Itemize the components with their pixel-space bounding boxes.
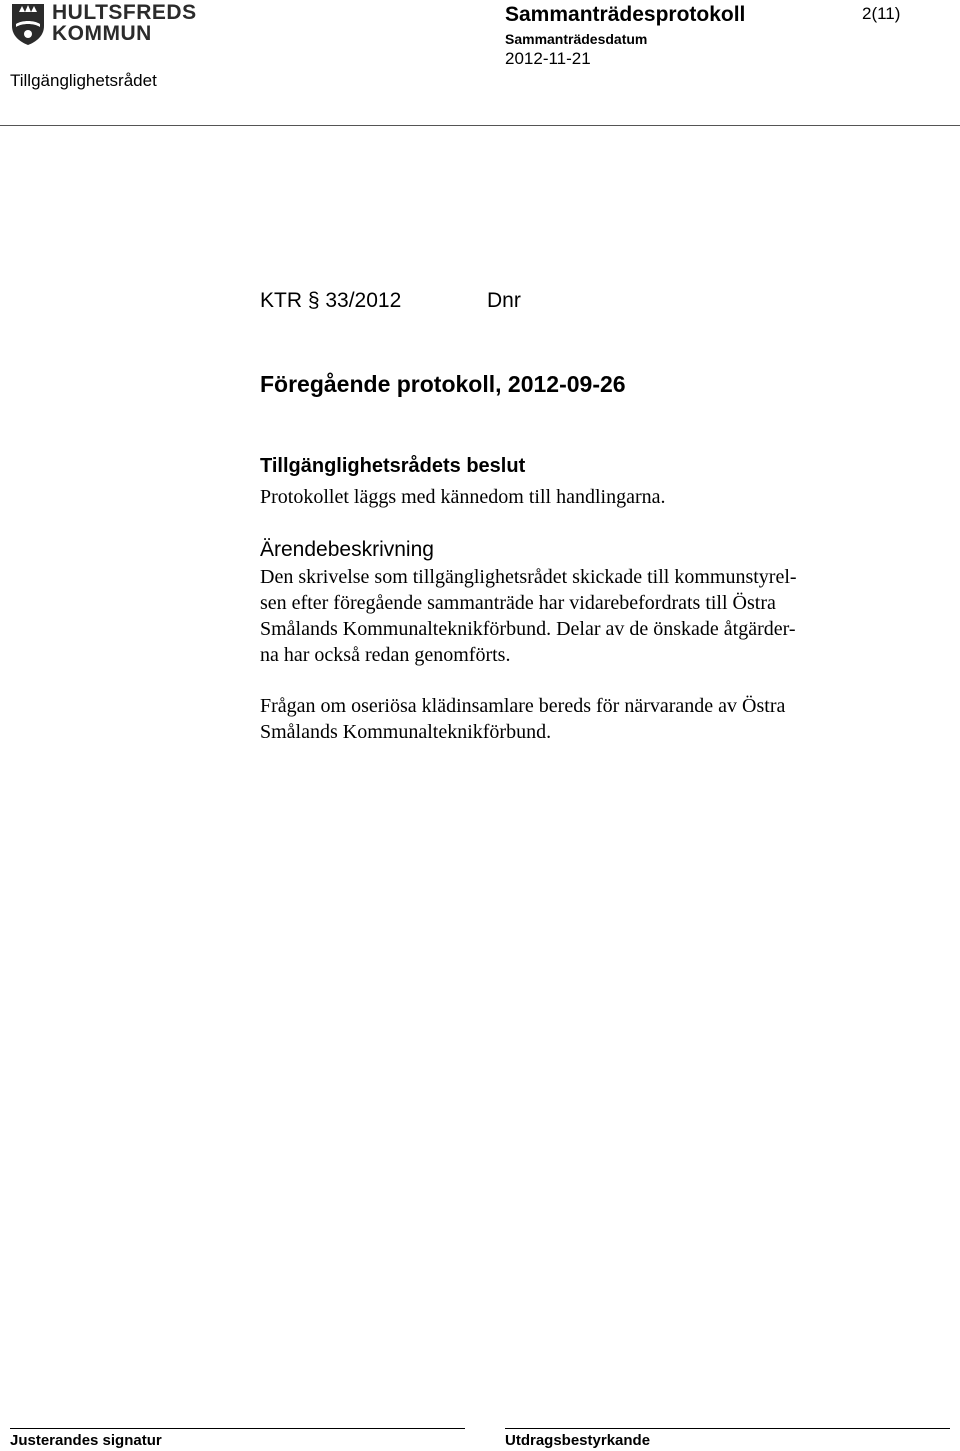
description-paragraph-1 (260, 564, 880, 668)
footer-signature-line (10, 1428, 465, 1429)
paragraph-line: na har också redan genomförts. (260, 644, 511, 666)
description-heading: Ärendebeskrivning (260, 538, 434, 561)
decision-text: Protokollet läggs med kännedom till handlingarna. (260, 486, 666, 508)
logo-text-line1: HULTSFREDS (52, 1, 197, 24)
item-reference: KTR § 33/2012 (260, 289, 402, 312)
item-title: Föregående protokoll, 2012-09-26 (260, 371, 626, 397)
paragraph-line: Frågan om oseriösa klädinsamlare bereds för närvarande av Östra (260, 695, 786, 717)
meeting-date-value: 2012-11-21 (505, 49, 591, 68)
extract-certification-label: Utdragsbestyrkande (505, 1432, 651, 1449)
adjuster-signature-label: Justerandes signatur (10, 1432, 162, 1449)
municipal-coat-of-arms-icon (10, 2, 46, 46)
municipality-logo (10, 1, 197, 46)
paragraph-line: sen efter föregående sammanträde har vidarebefordrats till Östra (260, 592, 776, 614)
organization-name: Tillgänglighetsrådet (10, 71, 157, 90)
description-paragraph-2 (260, 693, 880, 745)
decision-heading: Tillgänglighetsrådets beslut (260, 455, 526, 477)
paragraph-line: Smålands Kommunalteknikförbund. (260, 721, 552, 743)
paragraph-line: Den skrivelse som tillgänglighetsrådet skickade till kommunstyrel- (260, 566, 797, 588)
paragraph-line: Smålands Kommunalteknikförbund. Delar av de önskade åtgärder- (260, 618, 796, 640)
logo-text-line2: KOMMUN (52, 22, 152, 45)
footer-certification-line (505, 1428, 950, 1429)
meeting-date-label: Sammanträdesdatum (505, 31, 648, 47)
page-number: 2(11) (862, 4, 901, 23)
document-type: Sammanträdesprotokoll (505, 3, 746, 26)
header-divider (0, 125, 960, 126)
dnr-label: Dnr (487, 289, 521, 312)
